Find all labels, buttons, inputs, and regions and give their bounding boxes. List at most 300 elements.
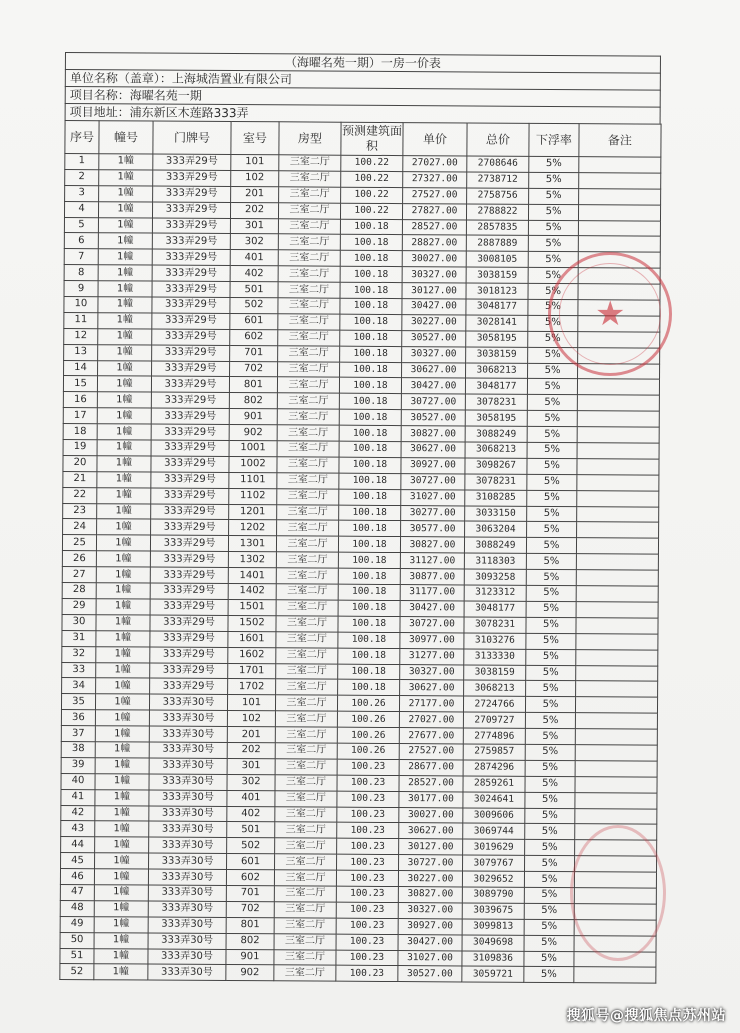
cell-unit-price: 30127.00 <box>399 839 463 855</box>
cell-door-number: 333弄29号 <box>150 678 228 694</box>
cell-unit-price: 30827.00 <box>400 537 464 553</box>
cell-building: 1幢 <box>98 265 152 281</box>
cell-remarks <box>574 872 656 888</box>
cell-building: 1幢 <box>98 360 152 376</box>
cell-layout: 三室二厅 <box>274 902 336 918</box>
cell-index: 12 <box>64 328 98 344</box>
cell-index: 22 <box>63 487 97 503</box>
cell-area: 100.23 <box>337 775 399 791</box>
cell-layout: 三室二厅 <box>274 886 336 902</box>
cell-remarks <box>578 268 660 284</box>
cell-total-price: 3028141 <box>466 315 528 331</box>
cell-layout: 三室二厅 <box>274 918 336 934</box>
cell-discount-rate: 5% <box>528 331 578 347</box>
cell-area: 100.18 <box>340 330 402 346</box>
cell-door-number: 333弄30号 <box>148 869 226 885</box>
cell-index: 18 <box>63 424 97 440</box>
cell-remarks <box>575 840 657 856</box>
cell-total-price: 3133330 <box>464 649 526 665</box>
cell-remarks <box>575 713 657 729</box>
cell-layout: 三室二厅 <box>278 361 340 377</box>
cell-remarks <box>577 506 659 522</box>
cell-building: 1幢 <box>98 249 152 265</box>
cell-remarks <box>578 284 660 300</box>
cell-discount-rate: 5% <box>525 840 575 856</box>
cell-discount-rate: 5% <box>528 283 578 299</box>
cell-discount-rate: 5% <box>528 252 578 268</box>
cell-remarks <box>576 633 658 649</box>
header-door-number: 门牌号 <box>153 121 231 154</box>
cell-discount-rate: 5% <box>527 522 577 538</box>
cell-remarks <box>577 427 659 443</box>
cell-index: 5 <box>64 217 98 233</box>
cell-index: 47 <box>60 884 94 900</box>
cell-discount-rate: 5% <box>525 697 575 713</box>
cell-room-number: 202 <box>227 742 275 758</box>
cell-building: 1幢 <box>97 503 151 519</box>
cell-remarks <box>576 602 658 618</box>
cell-unit-price: 28527.00 <box>402 219 466 235</box>
cell-room-number: 1601 <box>228 631 276 647</box>
cell-room-number: 901 <box>226 949 274 965</box>
cell-building: 1幢 <box>99 185 153 201</box>
cell-discount-rate: 5% <box>528 315 578 331</box>
cell-area: 100.18 <box>340 282 402 298</box>
cell-unit-price: 30927.00 <box>401 457 465 473</box>
cell-total-price: 3049698 <box>462 935 524 951</box>
cell-discount-rate: 5% <box>526 538 576 554</box>
cell-remarks <box>577 379 659 395</box>
cell-unit-price: 30627.00 <box>402 362 466 378</box>
cell-total-price: 3024641 <box>463 792 525 808</box>
cell-room-number: 1701 <box>228 663 276 679</box>
cell-unit-price: 30227.00 <box>402 314 466 330</box>
cell-layout: 三室二厅 <box>278 202 340 218</box>
cell-index: 49 <box>60 916 94 932</box>
cell-index: 25 <box>62 535 96 551</box>
cell-total-price: 3123312 <box>464 585 526 601</box>
cell-total-price: 3108285 <box>465 490 527 506</box>
cell-area: 100.18 <box>338 616 400 632</box>
cell-building: 1幢 <box>97 440 151 456</box>
cell-unit-price: 28527.00 <box>399 775 463 791</box>
cell-discount-rate: 5% <box>525 776 575 792</box>
cell-area: 100.18 <box>340 251 402 267</box>
cell-area: 100.22 <box>341 171 403 187</box>
cell-layout: 三室二厅 <box>278 218 340 234</box>
cell-total-price: 3088249 <box>465 426 527 442</box>
cell-layout: 三室二厅 <box>275 806 337 822</box>
cell-total-price: 3058195 <box>466 331 528 347</box>
cell-discount-rate: 5% <box>525 712 575 728</box>
cell-total-price: 3068213 <box>464 680 526 696</box>
cell-area: 100.22 <box>340 203 402 219</box>
cell-layout: 三室二厅 <box>277 473 339 489</box>
cell-remarks <box>578 204 660 220</box>
cell-total-price: 3078231 <box>464 617 526 633</box>
cell-remarks <box>576 681 658 697</box>
cell-index: 48 <box>60 900 94 916</box>
cell-total-price: 2788822 <box>466 204 528 220</box>
cell-layout: 三室二厅 <box>277 377 339 393</box>
cell-room-number: 601 <box>227 854 275 870</box>
cell-layout: 三室二厅 <box>275 790 337 806</box>
cell-room-number: 1401 <box>228 568 276 584</box>
cell-building: 1幢 <box>97 456 151 472</box>
cell-door-number: 333弄29号 <box>152 281 230 297</box>
cell-building: 1幢 <box>95 758 149 774</box>
cell-layout: 三室二厅 <box>276 679 338 695</box>
cell-door-number: 333弄29号 <box>151 504 229 520</box>
cell-room-number: 302 <box>227 774 275 790</box>
cell-discount-rate: 5% <box>527 442 577 458</box>
cell-building: 1幢 <box>98 281 152 297</box>
cell-total-price: 3018123 <box>466 283 528 299</box>
cell-discount-rate: 5% <box>525 744 575 760</box>
cell-room-number: 1201 <box>229 504 277 520</box>
cell-room-number: 301 <box>230 218 278 234</box>
header-index: 序号 <box>65 121 99 154</box>
cell-index: 30 <box>62 614 96 630</box>
cell-area: 100.23 <box>336 966 398 982</box>
cell-door-number: 333弄30号 <box>148 933 226 949</box>
cell-room-number: 102 <box>231 170 279 186</box>
cell-unit-price: 30727.00 <box>401 394 465 410</box>
header-room-number: 室号 <box>231 122 279 155</box>
cell-building: 1幢 <box>99 154 153 170</box>
cell-door-number: 333弄29号 <box>152 297 230 313</box>
cell-door-number: 333弄30号 <box>149 806 227 822</box>
cell-room-number: 402 <box>230 266 278 282</box>
cell-remarks <box>575 856 657 872</box>
cell-area: 100.23 <box>336 918 398 934</box>
cell-index: 45 <box>61 853 95 869</box>
cell-total-price: 3048177 <box>466 299 528 315</box>
cell-unit-price: 30927.00 <box>398 918 462 934</box>
cell-index: 50 <box>60 932 94 948</box>
cell-area: 100.23 <box>336 902 398 918</box>
cell-door-number: 333弄29号 <box>151 472 229 488</box>
cell-unit-price: 30527.00 <box>402 330 466 346</box>
cell-layout: 三室二厅 <box>276 632 338 648</box>
cell-unit-price: 30627.00 <box>400 680 464 696</box>
cell-discount-rate: 5% <box>527 458 577 474</box>
cell-unit-price: 30177.00 <box>399 791 463 807</box>
cell-building: 1幢 <box>98 329 152 345</box>
cell-area: 100.23 <box>336 886 398 902</box>
cell-index: 34 <box>62 678 96 694</box>
cell-remarks <box>576 586 658 602</box>
cell-remarks <box>577 411 659 427</box>
cell-unit-price: 30127.00 <box>402 283 466 299</box>
cell-layout: 三室二厅 <box>278 330 340 346</box>
cell-index: 19 <box>63 440 97 456</box>
cell-unit-price: 30827.00 <box>401 426 465 442</box>
cell-layout: 三室二厅 <box>275 695 337 711</box>
cell-building: 1幢 <box>96 535 150 551</box>
cell-index: 3 <box>65 185 99 201</box>
header-remarks: 备注 <box>579 124 661 158</box>
cell-layout: 三室二厅 <box>274 933 336 949</box>
cell-building: 1幢 <box>98 233 152 249</box>
cell-door-number: 333弄29号 <box>152 233 230 249</box>
cell-room-number: 701 <box>230 345 278 361</box>
cell-unit-price: 27527.00 <box>399 744 463 760</box>
cell-door-number: 333弄29号 <box>151 520 229 536</box>
cell-door-number: 333弄29号 <box>151 488 229 504</box>
cell-remarks <box>577 474 659 490</box>
cell-unit-price: 31027.00 <box>401 489 465 505</box>
cell-layout: 三室二厅 <box>279 171 341 187</box>
cell-index: 35 <box>61 694 95 710</box>
cell-remarks <box>576 570 658 586</box>
cell-door-number: 333弄29号 <box>151 377 229 393</box>
cell-total-price: 3078231 <box>465 474 527 490</box>
cell-area: 100.18 <box>339 521 401 537</box>
cell-building: 1幢 <box>98 217 152 233</box>
cell-area: 100.18 <box>338 584 400 600</box>
cell-discount-rate: 5% <box>527 379 577 395</box>
cell-discount-rate: 5% <box>528 363 578 379</box>
cell-building: 1幢 <box>96 583 150 599</box>
cell-index: 38 <box>61 741 95 757</box>
cell-unit-price: 27027.00 <box>403 156 467 172</box>
cell-unit-price: 27527.00 <box>403 187 467 203</box>
cell-layout: 三室二厅 <box>276 568 338 584</box>
cell-index: 24 <box>63 519 97 535</box>
cell-room-number: 1202 <box>229 520 277 536</box>
cell-room-number: 501 <box>227 822 275 838</box>
cell-total-price: 3098267 <box>465 458 527 474</box>
cell-unit-price: 30327.00 <box>398 902 462 918</box>
cell-door-number: 333弄29号 <box>150 567 228 583</box>
cell-layout: 三室二厅 <box>277 393 339 409</box>
cell-door-number: 333弄29号 <box>150 615 228 631</box>
header-total-price: 总价 <box>467 123 529 156</box>
cell-room-number: 1702 <box>228 679 276 695</box>
cell-index: 11 <box>64 312 98 328</box>
price-list-document <box>59 52 661 984</box>
header-layout: 房型 <box>279 122 341 155</box>
cell-building: 1幢 <box>98 201 152 217</box>
cell-building: 1幢 <box>96 599 150 615</box>
cell-layout: 三室二厅 <box>274 949 336 965</box>
cell-layout: 三室二厅 <box>277 425 339 441</box>
cell-door-number: 333弄29号 <box>152 202 230 218</box>
cell-area: 100.18 <box>339 457 401 473</box>
cell-total-price: 3118303 <box>464 553 526 569</box>
cell-discount-rate: 5% <box>527 395 577 411</box>
cell-total-price: 3059721 <box>462 966 524 982</box>
cell-layout: 三室二厅 <box>277 504 339 520</box>
cell-room-number: 302 <box>230 234 278 250</box>
cell-discount-rate: 5% <box>525 824 575 840</box>
cell-total-price: 3063204 <box>465 521 527 537</box>
cell-discount-rate: 5% <box>527 411 577 427</box>
cell-room-number: 201 <box>227 727 275 743</box>
cell-area: 100.23 <box>337 807 399 823</box>
cell-building: 1幢 <box>98 297 152 313</box>
cell-layout: 三室二厅 <box>278 314 340 330</box>
cell-door-number: 333弄29号 <box>152 345 230 361</box>
cell-building: 1幢 <box>94 932 148 948</box>
cell-unit-price: 30327.00 <box>400 664 464 680</box>
cell-unit-price: 27327.00 <box>403 171 467 187</box>
cell-area: 100.23 <box>337 759 399 775</box>
cell-total-price: 3088249 <box>464 537 526 553</box>
cell-discount-rate: 5% <box>528 220 578 236</box>
cell-unit-price: 30727.00 <box>401 473 465 489</box>
cell-building: 1幢 <box>97 472 151 488</box>
cell-layout: 三室二厅 <box>278 298 340 314</box>
cell-area: 100.18 <box>339 441 401 457</box>
cell-door-number: 333弄30号 <box>149 837 227 853</box>
cell-building: 1幢 <box>95 773 149 789</box>
cell-index: 37 <box>61 726 95 742</box>
cell-remarks <box>577 395 659 411</box>
cell-room-number: 401 <box>227 790 275 806</box>
cell-building: 1幢 <box>96 662 150 678</box>
cell-room-number: 1402 <box>228 584 276 600</box>
cell-discount-rate: 5% <box>525 728 575 744</box>
cell-total-price: 3069744 <box>463 823 525 839</box>
cell-total-price: 3038159 <box>466 267 528 283</box>
cell-room-number: 1501 <box>228 599 276 615</box>
cell-total-price: 2874296 <box>463 760 525 776</box>
cell-remarks <box>575 776 657 792</box>
cell-layout: 三室二厅 <box>279 187 341 203</box>
cell-door-number: 333弄29号 <box>152 313 230 329</box>
cell-room-number: 602 <box>230 329 278 345</box>
cell-unit-price: 30277.00 <box>401 505 465 521</box>
cell-discount-rate: 5% <box>526 569 576 585</box>
cell-area: 100.26 <box>337 711 399 727</box>
cell-unit-price: 30427.00 <box>400 600 464 616</box>
cell-layout: 三室二厅 <box>275 775 337 791</box>
cell-building: 1幢 <box>96 630 150 646</box>
cell-unit-price: 30027.00 <box>399 807 463 823</box>
cell-building: 1幢 <box>96 678 150 694</box>
cell-index: 1 <box>65 154 99 170</box>
cell-index: 28 <box>62 583 96 599</box>
cell-room-number: 1101 <box>229 472 277 488</box>
cell-discount-rate: 5% <box>526 649 576 665</box>
cell-area: 100.22 <box>341 155 403 171</box>
table-row <box>60 964 656 984</box>
cell-discount-rate: 5% <box>524 919 574 935</box>
cell-remarks <box>574 903 656 919</box>
cell-building: 1幢 <box>97 408 151 424</box>
cell-unit-price: 30727.00 <box>400 616 464 632</box>
cell-area: 100.23 <box>336 934 398 950</box>
cell-room-number: 901 <box>229 409 277 425</box>
cell-area: 100.18 <box>338 537 400 553</box>
cell-room-number: 1502 <box>228 615 276 631</box>
cell-total-price: 3068213 <box>465 442 527 458</box>
cell-door-number: 333弄30号 <box>149 742 227 758</box>
cell-door-number: 333弄29号 <box>152 249 230 265</box>
cell-area: 100.18 <box>340 219 402 235</box>
cell-discount-rate: 5% <box>525 792 575 808</box>
cell-remarks <box>576 665 658 681</box>
cell-remarks <box>578 316 660 332</box>
cell-building: 1幢 <box>96 551 150 567</box>
cell-door-number: 333弄30号 <box>148 917 226 933</box>
cell-room-number: 802 <box>229 393 277 409</box>
cell-room-number: 1002 <box>229 456 277 472</box>
cell-area: 100.26 <box>337 743 399 759</box>
seal-star-icon: ★ <box>595 294 626 334</box>
cell-area: 100.18 <box>340 235 402 251</box>
cell-remarks <box>574 919 656 935</box>
cell-unit-price: 27827.00 <box>402 203 466 219</box>
cell-unit-price: 31027.00 <box>398 950 462 966</box>
cell-layout: 三室二厅 <box>278 250 340 266</box>
cell-index: 42 <box>61 805 95 821</box>
cell-discount-rate: 5% <box>526 601 576 617</box>
cell-discount-rate: 5% <box>527 426 577 442</box>
cell-unit-price: 30827.00 <box>398 887 462 903</box>
cell-total-price: 3058195 <box>465 410 527 426</box>
cell-room-number: 802 <box>226 933 274 949</box>
cell-area: 100.18 <box>338 632 400 648</box>
cell-layout: 三室二厅 <box>278 234 340 250</box>
cell-area: 100.18 <box>340 298 402 314</box>
cell-area: 100.18 <box>338 568 400 584</box>
cell-layout: 三室二厅 <box>275 822 337 838</box>
price-table <box>59 120 661 984</box>
cell-area: 100.26 <box>337 695 399 711</box>
cell-index: 31 <box>62 630 96 646</box>
cell-area: 100.18 <box>339 378 401 394</box>
cell-room-number: 801 <box>226 917 274 933</box>
cell-door-number: 333弄30号 <box>149 790 227 806</box>
cell-room-number: 1602 <box>228 647 276 663</box>
cell-door-number: 333弄29号 <box>150 647 228 663</box>
cell-unit-price: 30327.00 <box>402 267 466 283</box>
cell-unit-price: 31177.00 <box>400 585 464 601</box>
cell-remarks <box>574 967 656 983</box>
cell-area: 100.23 <box>337 791 399 807</box>
cell-room-number: 502 <box>230 298 278 314</box>
cell-index: 36 <box>61 710 95 726</box>
cell-total-price: 3019629 <box>463 839 525 855</box>
cell-unit-price: 28827.00 <box>402 235 466 251</box>
cell-total-price: 3038159 <box>464 664 526 680</box>
cell-room-number: 201 <box>231 186 279 202</box>
cell-total-price: 3078231 <box>465 394 527 410</box>
cell-door-number: 333弄29号 <box>151 392 229 408</box>
cell-room-number: 702 <box>230 361 278 377</box>
cell-area: 100.18 <box>338 600 400 616</box>
cell-building: 1幢 <box>95 789 149 805</box>
cell-building: 1幢 <box>96 567 150 583</box>
cell-door-number: 333弄30号 <box>149 821 227 837</box>
cell-remarks <box>576 649 658 665</box>
cell-room-number: 1001 <box>229 441 277 457</box>
cell-discount-rate: 5% <box>526 585 576 601</box>
cell-building: 1幢 <box>95 742 149 758</box>
cell-layout: 三室二厅 <box>275 727 337 743</box>
cell-building: 1幢 <box>95 694 149 710</box>
cell-total-price: 2759857 <box>463 744 525 760</box>
cell-unit-price: 30327.00 <box>402 346 466 362</box>
cell-area: 100.26 <box>337 727 399 743</box>
cell-area: 100.18 <box>339 473 401 489</box>
cell-area: 100.22 <box>341 187 403 203</box>
cell-discount-rate: 5% <box>528 268 578 284</box>
cell-index: 13 <box>64 344 98 360</box>
